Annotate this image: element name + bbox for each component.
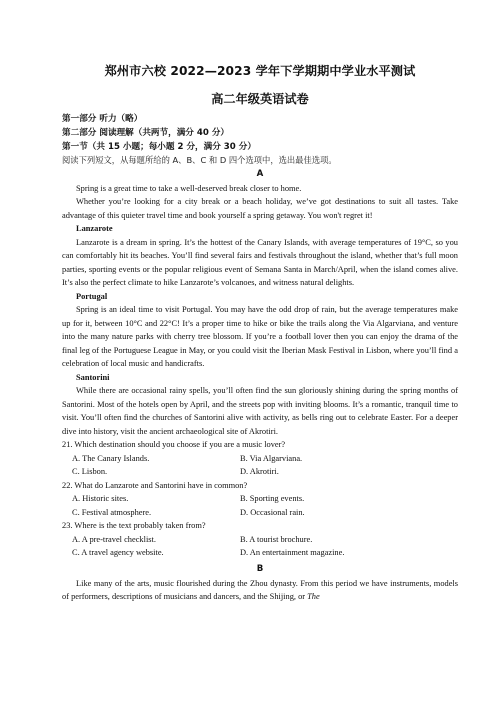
santorini-heading: Santorini bbox=[76, 372, 110, 382]
passage-b-text: Like many of the arts, music flourished during the Zhou dynasty. From this period we have instruments, models of performers, descriptions of musicians and dancers, and the Shijing, or bbox=[62, 578, 458, 602]
portugal-heading: Portugal bbox=[76, 291, 108, 301]
passage-a-paragraph: Whether you’re looking for a city break or a beach holiday, we’ve got destinations to suit all tastes. Take advantage of this quieter travel time and book yourself a spring getaway. You won't regret it! bbox=[62, 197, 458, 220]
question-stem: 21. Which destination should you choose if you are a music lover? bbox=[62, 440, 286, 450]
option-a: A. A pre-travel checklist. bbox=[72, 534, 156, 544]
option-d: D. Occasional rain. bbox=[240, 507, 305, 517]
instruction-text: 阅读下列短文，从每题所给的 A、B、C 和 D 四个选项中，选出最佳选项。 bbox=[62, 155, 337, 166]
part2-heading: 第二部分 阅读理解（共两节，满分 40 分） bbox=[62, 127, 230, 138]
section1-heading: 第一节（共 15 小题；每小题 2 分，满分 30 分） bbox=[62, 141, 256, 152]
exam-title: 郑州市六校 2022—2023 学年下学期期中学业水平测试 bbox=[104, 64, 416, 78]
part1-heading: 第一部分 听力（略） bbox=[62, 114, 143, 124]
options-row bbox=[72, 546, 458, 560]
question-stem: 23. Where is the text probably taken from? bbox=[62, 521, 206, 531]
options-row bbox=[72, 506, 458, 520]
option-d: D. Akrotiri. bbox=[240, 467, 279, 477]
passage-a-intro: Spring is a great time to take a well-deserved break closer to home. bbox=[76, 183, 302, 193]
options-row bbox=[72, 533, 458, 547]
portugal-paragraph: Spring is an ideal time to visit Portugal. You may have the odd drop of rain, but the average temperatures make up for it, between 10°C and 22°C! It’s a proper time to hike or bike the trails along the Via Algarviana, and venture into the many nature parks with cherry tree blossom. If you’re a football lover then you can enjoy the drama of the final leg of the Portuguese League in May, or you could visit the Iberian Mask Festival in Lisbon, where you’ll find a celebration of local music and handicrafts. bbox=[62, 305, 458, 369]
options-row bbox=[72, 492, 458, 506]
option-c: C. Festival atmosphere. bbox=[72, 507, 152, 517]
option-a: A. Historic sites. bbox=[72, 494, 129, 504]
options-row bbox=[72, 452, 458, 466]
question-23 bbox=[62, 519, 458, 560]
exam-subtitle: 高二年级英语试卷 bbox=[211, 92, 309, 106]
option-c: C. Lisbon. bbox=[72, 467, 108, 477]
question-22 bbox=[62, 479, 458, 520]
lanzarote-paragraph: Lanzarote is a dream in spring. It’s the hottest of the Canary Islands, with average temperatures of 19°C, so you can comfortably hit its beaches. You’ll find several fairs and festivals throughout the island, whether that’s full moon parties, sporting events or the popular religious event of Semana Santa in March/April, when the island comes alive. It’s also the perfect climate to hike Lanzarote’s volcanoes, and witness natural delights. bbox=[62, 237, 458, 288]
passage-b-italic: The bbox=[307, 592, 320, 602]
question-21 bbox=[62, 438, 458, 479]
option-d: D. An entertainment magazine. bbox=[240, 548, 345, 558]
question-stem: 22. What do Lanzarote and Santorini have in common? bbox=[62, 480, 248, 490]
option-a: A. The Canary Islands. bbox=[72, 453, 150, 463]
lanzarote-heading: Lanzarote bbox=[76, 224, 113, 234]
option-c: C. A travel agency website. bbox=[72, 548, 164, 558]
santorini-paragraph: While there are occasional rainy spells, you’ll often find the sun gloriously shining during the spring months of Santorini. Most of the hotels open by April, and the streets pop with inviting blooms. It’s a romantic, tranquil time to visit. You’ll often find the churches of Santorini alive with activity, as bells ring out to celebrate Easter. For a deeper dive into history, visit the ancient archaeological site of Akrotiri. bbox=[62, 386, 458, 436]
passage-b-paragraph bbox=[62, 577, 458, 604]
option-b: B. Sporting events. bbox=[240, 494, 305, 504]
option-b: B. Via Algarviana. bbox=[240, 453, 303, 463]
options-row bbox=[72, 465, 458, 479]
passage-b-label: B bbox=[256, 563, 264, 574]
option-b: B. A tourist brochure. bbox=[240, 534, 313, 544]
passage-a-label: A bbox=[256, 169, 264, 180]
